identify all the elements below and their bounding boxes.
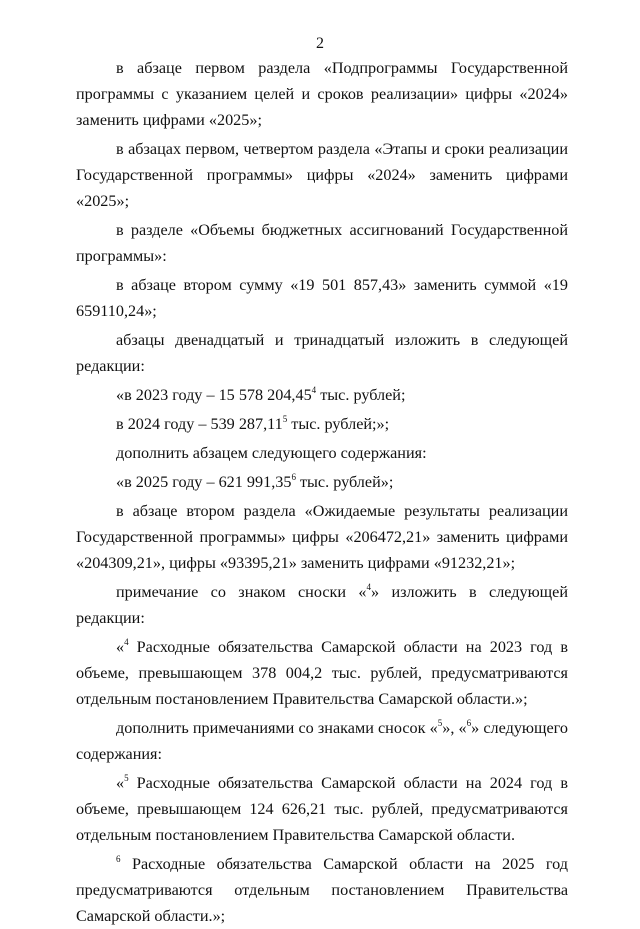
text-part: « [116, 774, 125, 792]
text-part: », « [442, 719, 467, 737]
paragraph-5: абзацы двенадцатый и тринадцатый изложить в следующей редакции: [76, 331, 568, 375]
paragraph-8: дополнить абзацем следующего содержания: [116, 444, 427, 462]
paragraph-14 [76, 770, 568, 848]
paragraph-1: в абзаце первом раздела «Подпрограммы Государственной программы с указанием целей и сроков реализации» цифры «2024» заменить цифрами «2025»; [76, 59, 568, 129]
text-part: » следующего содержания: [76, 719, 569, 763]
page-number: 2 [316, 35, 324, 52]
text-part: тыс. рублей;»; [287, 415, 390, 433]
footnote-marker: 4 [366, 582, 372, 592]
paragraph-10: в абзаце втором раздела «Ожидаемые результаты реализации Государственной программы» цифры «206472,21» заменить цифрами «204309,21», цифры «93395,21» заменить цифрами «91232,21»; [76, 502, 568, 572]
text-part: Расходные обязательства Самарской области на 2024 год в объеме, превышающем 124 626,21 тыс. рублей, предусматриваются отдельным постановлением Правительства Самарской области. [76, 774, 568, 844]
footnote-marker: 4 [311, 385, 317, 395]
text-part: дополнить примечаниями со знаками сносок « [116, 719, 438, 737]
paragraph-7 [76, 411, 568, 437]
paragraph-3: в разделе «Объемы бюджетных ассигнований Государственной программы»: [76, 221, 568, 265]
paragraph-13 [76, 715, 568, 767]
paragraph-6 [76, 382, 568, 408]
footnote-marker: 6 [116, 854, 121, 864]
text-part: примечание со знаком сноски « [116, 583, 367, 601]
paragraph-9 [76, 469, 568, 495]
paragraph-11 [76, 579, 568, 631]
footnote-marker: 5 [282, 414, 288, 424]
text-part: «в 2025 году – 621 991,35 [116, 473, 292, 491]
footnote-marker: 4 [124, 637, 129, 647]
text-part: тыс. рублей; [316, 386, 406, 404]
document-body [76, 55, 568, 929]
text-part: « [116, 638, 125, 656]
text-part: Расходные обязательства Самарской области на 2023 год в объеме, превышающем 378 004,2 тыс. рублей, предусматриваются отдельным постановлением Правительства Самарской области.»; [76, 638, 568, 708]
text-part: » изложить в следующей редакции: [76, 583, 568, 627]
footnote-marker: 5 [124, 773, 129, 783]
text-part: Расходные обязательства Самарской области на 2025 год предусматриваются отдельным постановлением Правительства Самарской области.»; [76, 855, 568, 925]
footnote-marker: 5 [437, 718, 443, 728]
text-part: тыс. рублей»; [295, 473, 394, 491]
paragraph-2: в абзацах первом, четвертом раздела «Этапы и сроки реализации Государственной программы» цифры «2024» заменить цифрами «2025»; [76, 140, 568, 210]
paragraph-12 [76, 634, 568, 712]
footnote-marker: 6 [291, 472, 296, 482]
footnote-marker: 6 [466, 718, 472, 728]
paragraph-15 [76, 851, 568, 929]
text-part: «в 2023 году – 15 578 204,45 [116, 386, 312, 404]
text-part: в 2024 году – 539 287,11 [116, 415, 283, 433]
paragraph-4: в абзаце втором сумму «19 501 857,43» заменить суммой «19 659110,24»; [76, 276, 568, 320]
